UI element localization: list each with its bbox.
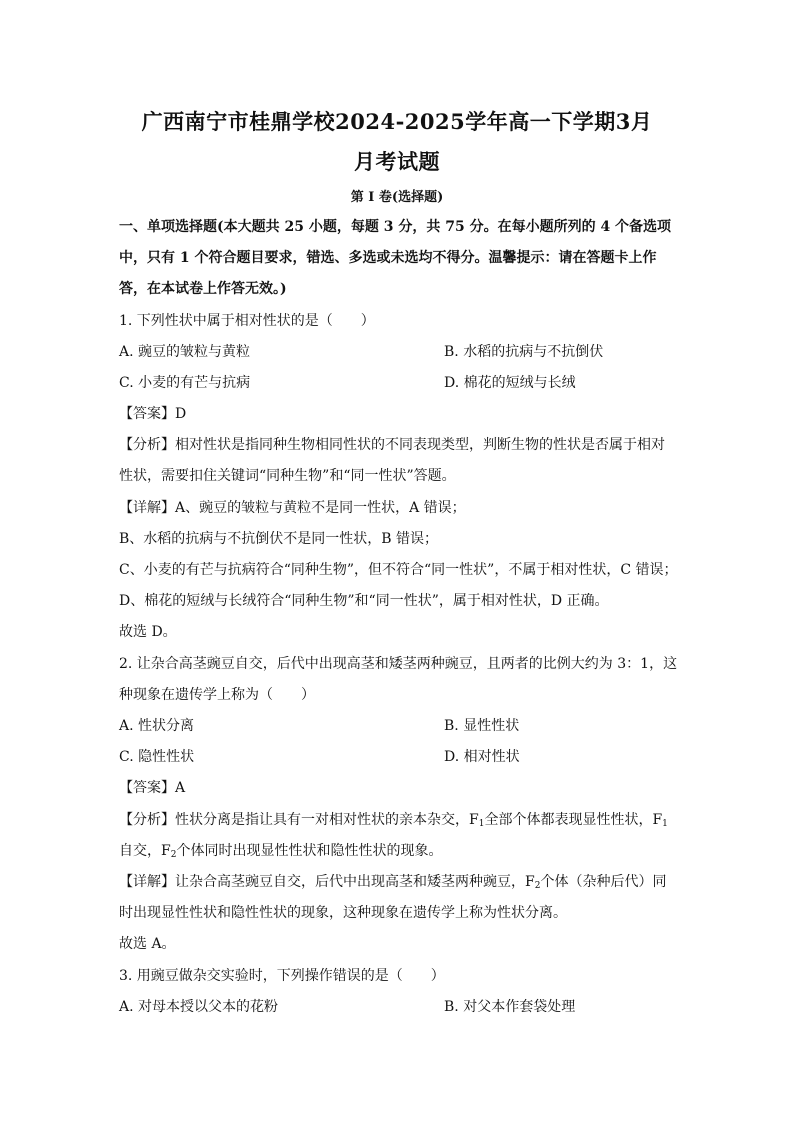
q3-option-b: B. 对父本作套袋处理: [444, 999, 576, 1015]
instructions-line3: 答，在本试卷上作答无效。): [119, 281, 287, 297]
q1-analysis-line1: 【分析】相对性状是指同种生物相同性状的不同表现类型，判断生物的性状是否属于相对: [119, 437, 665, 453]
q2-option-a: A. 性状分离: [119, 718, 195, 734]
subscript: 1: [478, 819, 485, 829]
q2-answer: 【答案】A: [119, 780, 186, 796]
q1-option-c: C. 小麦的有芒与抗病: [119, 375, 251, 391]
section-heading: 第 I 卷(选择题): [350, 190, 444, 205]
q1-detail-line1: 【详解】A、豌豆的皱粒与黄粒不是同一性状，A 错误；: [119, 500, 466, 516]
q2-detail-text-a: 【详解】让杂合高茎豌豆自交，后代中出现高茎和矮茎两种豌豆，F: [119, 874, 535, 890]
q1-analysis-line2: 性状，需要扣住关键词“同种生物”和“同一性状”答题。: [119, 468, 456, 484]
q1-option-b: B. 水稻的抗病与不抗倒伏: [444, 344, 604, 360]
exam-title-line2: 月考试题: [354, 149, 440, 174]
q2-option-d: D. 相对性状: [444, 749, 520, 765]
q1-conclusion: 故选 D。: [119, 624, 177, 640]
q2-detail-text-b: 个体（杂种后代）同: [540, 874, 667, 890]
q2-detail-line1: [119, 872, 679, 896]
q1-option-d: D. 棉花的短绒与长绒: [444, 375, 576, 391]
q3-stem: 3. 用豌豆做杂交实验时，下列操作错误的是（ ）: [119, 968, 445, 984]
q2-conclusion: 故选 A。: [119, 936, 176, 952]
q2-analysis-text-d: 个体同时出现显性性状和隐性性状的现象。: [176, 843, 443, 859]
q1-answer: 【答案】D: [119, 406, 187, 422]
q3-option-a: A. 对母本授以父本的花粉: [119, 999, 279, 1015]
instructions-line1: 一、单项选择题(本大题共 25 小题，每题 3 分，共 75 分。在每小题所列的 4 个备选项: [119, 219, 672, 235]
q2-option-c: C. 隐性性状: [119, 749, 195, 765]
subscript: 1: [662, 819, 668, 829]
q2-analysis-line2: [119, 841, 679, 865]
instructions-line2: 中，只有 1 个符合题目要求，错选、多选或未选均不得分。温馨提示：请在答题卡上作: [119, 250, 657, 266]
q2-stem-line1: 2. 让杂合高茎豌豆自交，后代中出现高茎和矮茎两种豌豆，且两者的比例大约为 3：1，这: [119, 656, 678, 672]
q2-stem-line2: 种现象在遗传学上称为（ ）: [119, 687, 315, 703]
q1-option-a: A. 豌豆的皱粒与黄粒: [119, 344, 251, 360]
exam-title-line1: 广西南宁市桂鼎学校2024-2025学年高一下学期3月: [141, 109, 653, 134]
q2-detail-line2: 时出现显性性状和隐性性状的现象，这种现象在遗传学上称为性状分离。: [119, 905, 567, 921]
q2-option-b: B. 显性性状: [444, 718, 520, 734]
q2-analysis-text-b: 全部个体都表现显性性状，F: [484, 812, 663, 828]
q1-detail-line3: C、小麦的有芒与抗病符合“同种生物”，但不符合“同一性状”，不属于相对性状，C 错误；: [119, 562, 678, 578]
q1-detail-line4: D、棉花的短绒与长绒符合“同种生物”和“同一性状”，属于相对性状，D 正确。: [119, 593, 609, 609]
q2-analysis-text-c: 自交，F: [119, 843, 171, 859]
q1-detail-line2: B、水稻的抗病与不抗倒伏不是同一性状，B 错误；: [119, 531, 439, 547]
subscript: 2: [534, 881, 541, 891]
q2-analysis-line1: [119, 810, 679, 834]
q1-stem: 1. 下列性状中属于相对性状的是（ ）: [119, 313, 375, 329]
q2-analysis-text-a: 【分析】性状分离是指让具有一对相对性状的亲本杂交，F: [119, 812, 479, 828]
subscript: 2: [170, 850, 177, 860]
